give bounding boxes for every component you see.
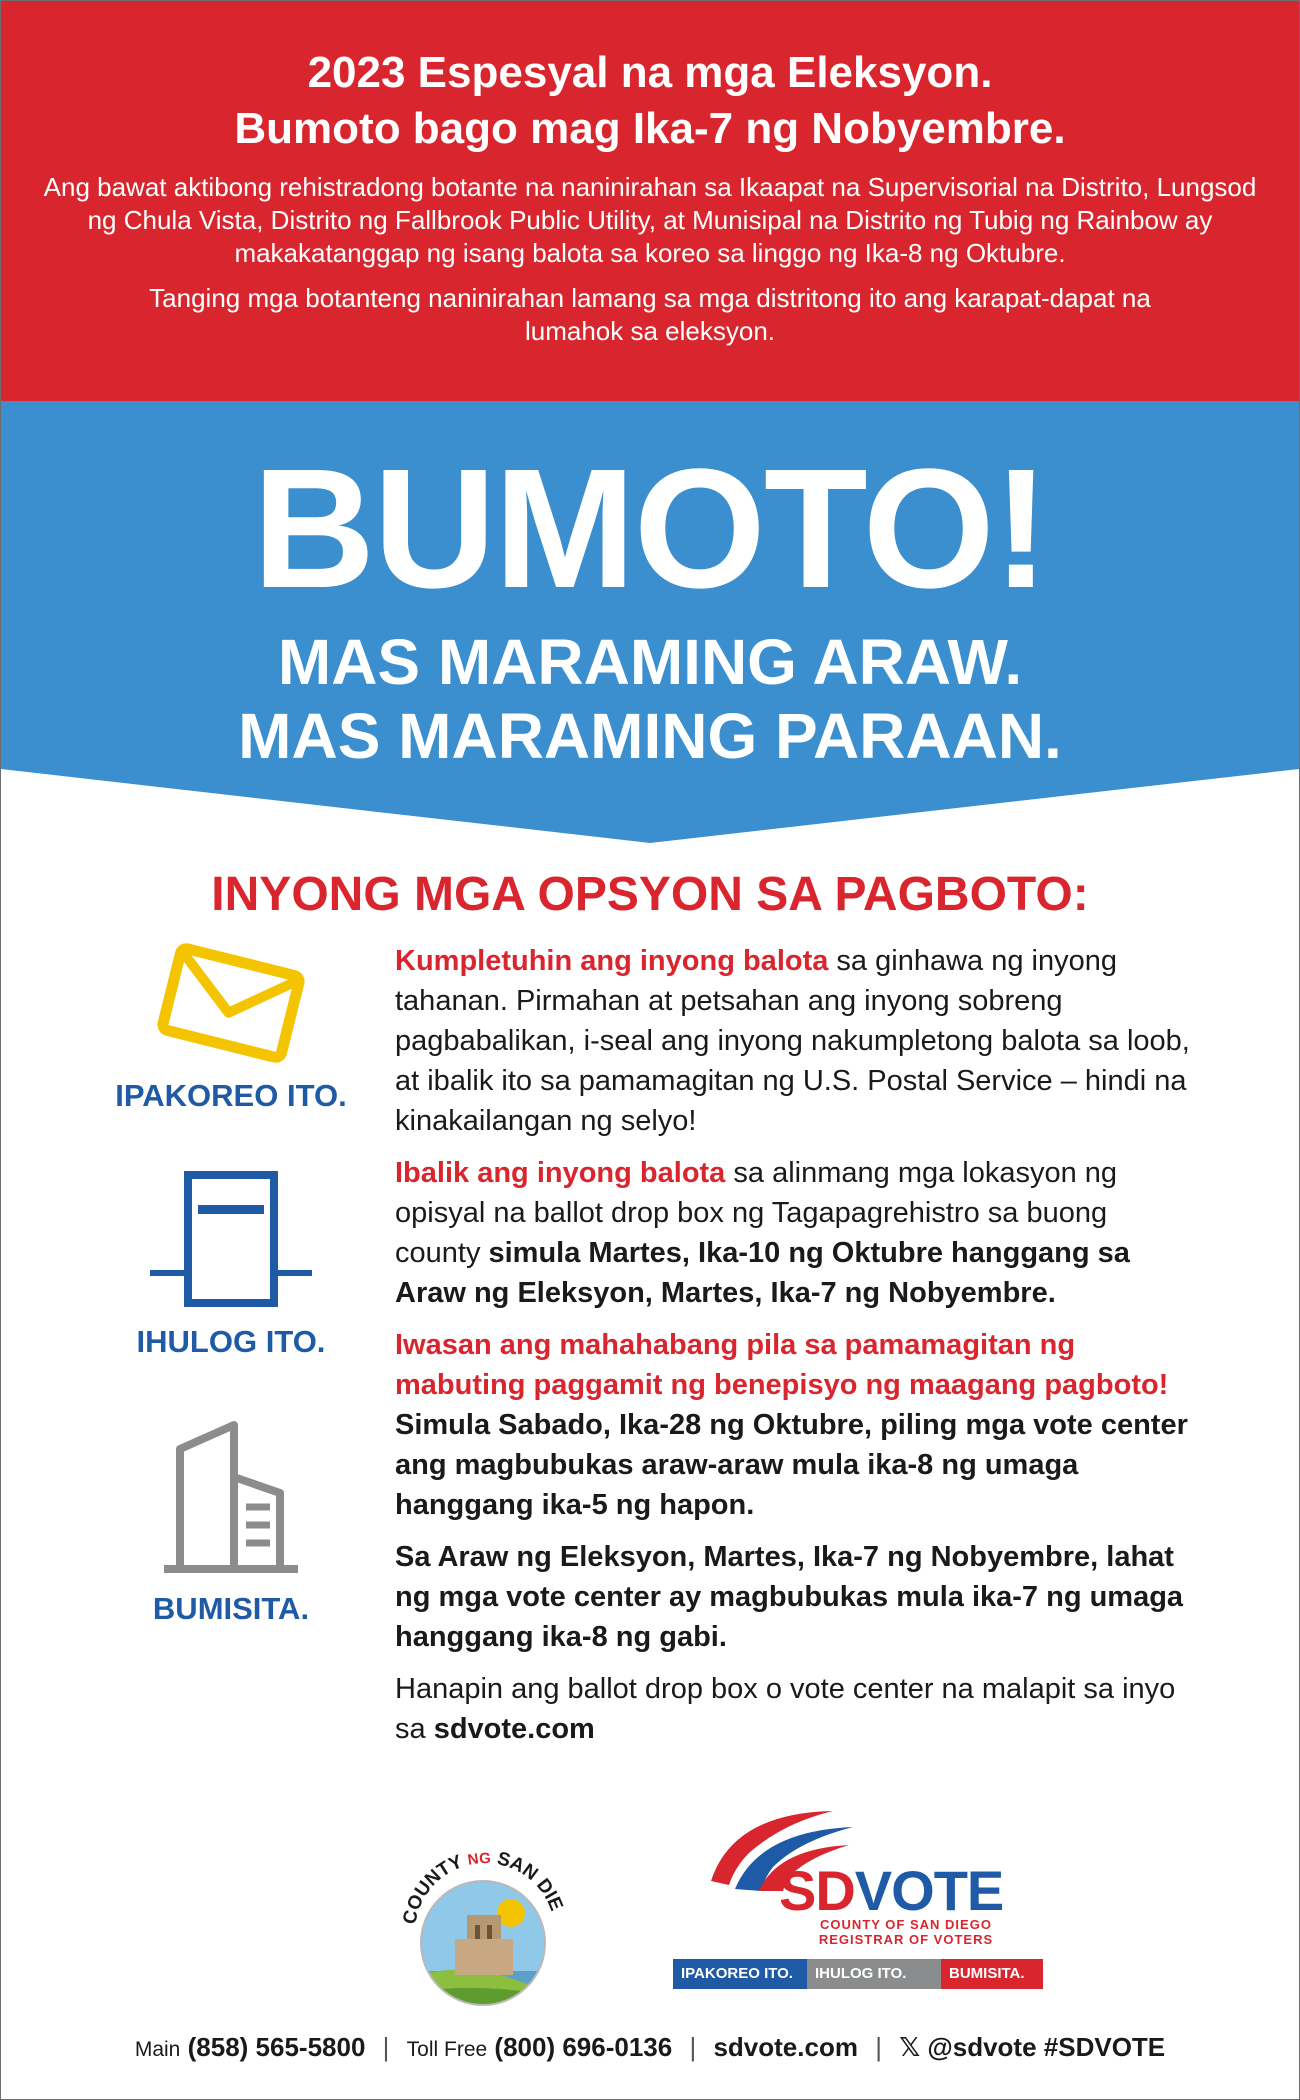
banner-headline: BUMOTO!	[252, 434, 1048, 624]
page-title	[1, 45, 1299, 157]
options-text	[395, 941, 1195, 1761]
visit-highlight: Iwasan ang mahahabang pila sa pamamagitan ng mabuting paggamit ng benepisyo ng maagang pagboto!	[395, 1329, 1169, 1401]
banner-subtitle	[1, 625, 1299, 773]
social-handle[interactable]: @sdvote	[927, 2032, 1037, 2062]
drop-paragraph	[395, 1153, 1195, 1313]
hashtag: #SDVOTE	[1043, 2032, 1166, 2062]
mail-label: IPAKOREO ITO.	[115, 1078, 347, 1113]
footer-website-link[interactable]: sdvote.com	[713, 2032, 858, 2062]
vote-text: VOTE	[854, 1859, 1004, 1922]
strip-visit: BUMISITA.	[941, 1959, 1043, 1989]
footer-divider: |	[875, 2032, 882, 2062]
footer-divider: |	[689, 2032, 697, 2062]
drop-dates: simula Martes, Ika-10 ng Oktubre hanggang sa Araw ng Eleksyon, Martes, Ika-7 ng Nobyembre.	[395, 1237, 1130, 1309]
visit-option	[86, 1421, 376, 1627]
county-name: SAN DIE	[494, 1848, 567, 1914]
find-text: Hanapin ang ballot drop box o vote center na malapit sa inyo sa	[395, 1673, 1176, 1745]
drop-option	[86, 1169, 376, 1360]
sdvote-link[interactable]: sdvote.com	[433, 1713, 595, 1745]
visit-paragraph	[395, 1325, 1195, 1525]
sdvote-tagline-strip	[673, 1959, 1043, 1989]
visit-label: BUMISITA.	[152, 1591, 310, 1626]
drop-label: IHULOG ITO.	[136, 1324, 326, 1359]
vote-banner	[1, 401, 1299, 843]
tollfree-phone[interactable]: (800) 696-0136	[494, 2032, 673, 2062]
eligibility-note: Tanging mga botanteng naninirahan lamang sa mga distritong ito ang karapat-dapat na lumahok sa eleksyon.	[149, 283, 1151, 346]
drop-text: sa alinmang mga lokasyon ng opisyal na ballot drop box ng Tagapagrehistro sa buong county	[395, 1157, 1118, 1269]
tollfree-label: Toll Free	[406, 2038, 488, 2061]
mail-highlight: Kumpletuhin ang inyong balota	[395, 945, 829, 977]
x-social-icon: 𝕏	[899, 2032, 921, 2062]
strip-drop: IHULOG ITO.	[807, 1959, 941, 1989]
election-day-paragraph: Sa Araw ng Eleksyon, Martes, Ika-7 ng Nobyembre, lahat ng mga vote center ay magbubukas mula ika-7 ng umaga hanggang ika-8 ng gabi.	[395, 1541, 1184, 1653]
mail-text: sa ginhawa ng inyong tahanan. Pirmahan at petsahan ang inyong sobreng pagbabalikan, i-seal ang inyong nakumpletong balota sa loob, at ibalik ito sa pamamagitan ng U.S. Postal Service – hindi na kinakailangan ng selyo!	[395, 945, 1190, 1137]
county-ng: NG	[466, 1850, 491, 1869]
county-seal-logo	[383, 1821, 583, 2021]
footer-divider: |	[382, 2032, 390, 2062]
county-word: COUNTY	[399, 1851, 466, 1927]
banner-subtitle-line-1: MAS MARAMING ARAW.	[277, 626, 1023, 698]
sdvote-logo	[673, 1801, 1053, 2001]
drop-box-icon	[146, 1169, 316, 1309]
drop-highlight: Ibalik ang inyong balota	[395, 1157, 726, 1189]
envelope-icon	[144, 927, 319, 1080]
sdvote-subtitle-line-2: REGISTRAR OF VOTERS	[818, 1932, 994, 1947]
sdvote-wordmark	[779, 1861, 1003, 1921]
find-location-paragraph	[395, 1669, 1195, 1749]
mail-paragraph	[395, 941, 1195, 1141]
mail-option	[86, 943, 376, 1114]
contact-footer	[1, 2031, 1299, 2066]
header-section	[1, 1, 1299, 401]
title-line-1: 2023 Espesyal na mga Eleksyon.	[307, 48, 993, 97]
sdvote-subtitle-line-1: COUNTY OF SAN DIEGO	[820, 1917, 992, 1932]
county-seal-graphic	[383, 1821, 583, 2021]
visit-hours: Simula Sabado, Ika-28 ng Oktubre, piling mga vote center ang magbubukas araw-araw mula ika-8 ng umaga hanggang ika-5 ng hapon.	[395, 1409, 1188, 1521]
main-phone-label: Main	[134, 2038, 181, 2061]
options-title: INYONG MGA OPSYON SA PAGBOTO:	[211, 868, 1089, 921]
sd-text: SD	[779, 1859, 855, 1922]
main-phone[interactable]: (858) 565-5800	[187, 2032, 366, 2062]
sdvote-subtitle	[791, 1917, 1021, 1947]
banner-subtitle-line-2: MAS MARAMING PARAAN.	[238, 700, 1062, 772]
strip-mail: IPAKOREO ITO.	[673, 1959, 807, 1989]
eligibility-paragraph: Ang bawat aktibong rehistradong botante na naninirahan sa Ikaapat na Supervisorial na Distrito, Lungsod ng Chula Vista, Distrito ng Fallbrook Public Utility, at Munisipal na Distrito ng Tubig ng Rainbow ay makakatanggap ng isang balota sa koreo sa linggo ng Ika-8 ng Oktubre.	[43, 172, 1257, 268]
title-line-2: Bumoto bago mag Ika-7 ng Nobyembre.	[234, 104, 1066, 153]
building-icon	[156, 1421, 306, 1576]
